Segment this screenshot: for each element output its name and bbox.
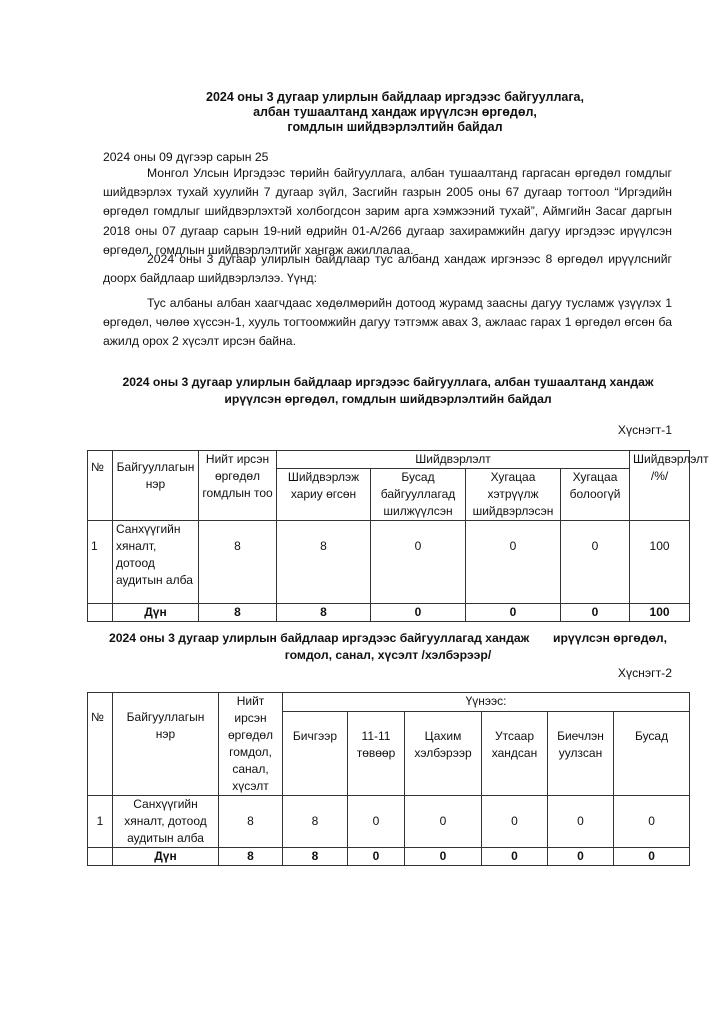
col-header-other: Бусад bbox=[614, 711, 690, 795]
cell-overdue: 0 bbox=[466, 521, 561, 604]
cell-transferred: 0 bbox=[371, 521, 466, 604]
table-row bbox=[88, 796, 690, 848]
cell-sum-in-person: 0 bbox=[548, 848, 614, 866]
cell-org: Санхүүгийн хяналт, дотоод аудитын алба bbox=[113, 796, 219, 848]
table2-title bbox=[87, 630, 689, 664]
title-line: 2024 оны 3 дугаар улирлын байдлаар иргэдээс байгууллага, албан тушаалтанд хандаж bbox=[122, 375, 654, 389]
cell-sum-percent: 100 bbox=[630, 604, 690, 622]
col-header-resolved: Шийдвэрлэж хариу өгсөн bbox=[277, 469, 371, 521]
title-line: гомдол, санал, хүсэлт /хэлбэрээр/ bbox=[284, 648, 492, 662]
cell-sum-resolved: 8 bbox=[277, 604, 371, 622]
title-line: албан тушаалтанд хандаж ирүүлсэн өргөдөл, bbox=[253, 105, 537, 119]
cell-empty bbox=[88, 604, 113, 622]
cell-sum-1111-center: 0 bbox=[348, 848, 405, 866]
resolution-table bbox=[87, 450, 709, 622]
col-header-written: Бичгээр bbox=[283, 711, 348, 795]
cell-phone: 0 bbox=[482, 796, 548, 848]
cell-total: 8 bbox=[199, 521, 277, 604]
paragraph-summary: 2024 оны 3 дугаар улирлын байдлаар тус албанд хандаж иргэнээс 8 өргөдөл ирүүлснийг доорх байдлаар шийдвэрлэлээ. Үүнд: bbox=[103, 252, 672, 286]
cell-total-label: Дүн bbox=[113, 848, 219, 866]
table-total-row bbox=[88, 848, 690, 866]
cell-sum-electronic: 0 bbox=[405, 848, 482, 866]
col-header-group: Үүнээс: bbox=[283, 693, 690, 712]
cell-sum-phone: 0 bbox=[482, 848, 548, 866]
cell-total: 8 bbox=[219, 796, 283, 848]
paragraph-details: Тус албаны албан хаагчдаас хөдөлмөрийн дотоод журамд заасны дагуу тусламж үзүүлэх 1 өргөдөл, чөлөө хүссэн-1, хууль тогтоомжийн дагуу тэтгэмж авах 3, ажлаас гарах 1 өргөдөл өгсөн ба ажилд орох 2 хүсэлт ирсэн байна. bbox=[103, 296, 672, 349]
table1-annex-label: Хүснэгт-1 bbox=[617, 423, 672, 437]
col-header-transferred: Бусад байгууллагад шилжүүлсэн bbox=[371, 469, 466, 521]
cell-no: 1 bbox=[88, 521, 113, 604]
paragraph-legal-basis: Монгол Улсын Иргэдээс төрийн байгууллага, албан тушаалтанд гаргасан өргөдөл гомдлыг шийдвэрлэх тухай хуулийн 7 дугаар зүйл, Засгийн газрын 2005 оны 67 дугаар тогтоол “Иргэдийн өргөдөл гомдлыг шийдвэрлэхтэй холбогдсон зарим арга хэмжээний тухай”, Аймгийн Засаг даргын 2018 оны 07 дугаар сарын 19-ний өдрийн 01-А/266 дугаар захирамжийн дагуу иргэдээс ирүүлсэн өргөдөл, гомдлын шийдвэрлэлтийг хангаж ажиллалаа. bbox=[103, 166, 672, 257]
cell-percent: 100 bbox=[630, 521, 690, 604]
col-header-1111-center: 11-11 төвөөр bbox=[348, 711, 405, 795]
col-header-total: Нийт ирсэн өргөдөл гомдол, санал, хүсэлт bbox=[219, 693, 283, 796]
col-header-org: Байгууллагын нэр bbox=[113, 451, 199, 521]
col-header-percent: Шийдвэрлэлт /%/ bbox=[630, 451, 690, 521]
cell-sum-other: 0 bbox=[614, 848, 690, 866]
cell-electronic: 0 bbox=[405, 796, 482, 848]
title-line: 2024 оны 3 дугаар улирлын байдлаар иргэдээс байгууллагад хандаж ирүүлсэн өргөдөл, bbox=[108, 631, 668, 645]
table1-title bbox=[87, 374, 689, 408]
document-title bbox=[100, 90, 690, 135]
col-header-no: № bbox=[88, 693, 113, 796]
cell-sum-pending: 0 bbox=[561, 604, 630, 622]
cell-total-label: Дүн bbox=[113, 604, 199, 622]
col-header-total: Нийт ирсэн өргөдөл гомдлын тоо bbox=[199, 451, 277, 521]
cell-written: 8 bbox=[283, 796, 348, 848]
cell-1111-center: 0 bbox=[348, 796, 405, 848]
cell-other: 0 bbox=[614, 796, 690, 848]
cell-no: 1 bbox=[88, 796, 113, 848]
table-header-row bbox=[88, 451, 690, 469]
cell-empty bbox=[88, 848, 113, 866]
col-header-group: Шийдвэрлэлт bbox=[277, 451, 630, 469]
title-line: ирүүлсэн өргөдөл, гомдлын шийдвэрлэлтийн байдал bbox=[224, 392, 552, 406]
cell-sum-total: 8 bbox=[219, 848, 283, 866]
table-total-row bbox=[88, 604, 690, 622]
cell-sum-transferred: 0 bbox=[371, 604, 466, 622]
cell-sum-written: 8 bbox=[283, 848, 348, 866]
submission-form-table bbox=[87, 692, 690, 866]
table-header-row bbox=[88, 693, 690, 712]
col-header-org: Байгууллагын нэр bbox=[113, 693, 219, 796]
col-header-phone: Утсаар хандсан bbox=[482, 711, 548, 795]
col-header-electronic: Цахим хэлбэрээр bbox=[405, 711, 482, 795]
col-header-in-person: Биечлэн уулзсан bbox=[548, 711, 614, 795]
document-date: 2024 оны 09 дүгээр сарын 25 bbox=[103, 150, 269, 164]
cell-in-person: 0 bbox=[548, 796, 614, 848]
cell-resolved: 8 bbox=[277, 521, 371, 604]
title-line: гомдлын шийдвэрлэлтийн байдал bbox=[287, 120, 503, 134]
col-header-no: № bbox=[88, 451, 113, 521]
cell-org: Санхүүгийн хяналт, дотоод аудитын алба bbox=[113, 521, 199, 604]
cell-sum-overdue: 0 bbox=[466, 604, 561, 622]
col-header-overdue: Хугацаа хэтрүүлж шийдвэрлэсэн bbox=[466, 469, 561, 521]
title-line: 2024 оны 3 дугаар улирлын байдлаар иргэдээс байгууллага, bbox=[206, 90, 584, 104]
cell-sum-total: 8 bbox=[199, 604, 277, 622]
table2-annex-label: Хүснэгт-2 bbox=[617, 666, 672, 680]
cell-pending: 0 bbox=[561, 521, 630, 604]
table-row bbox=[88, 521, 690, 604]
col-header-pending: Хугацаа болоогүй bbox=[561, 469, 630, 521]
